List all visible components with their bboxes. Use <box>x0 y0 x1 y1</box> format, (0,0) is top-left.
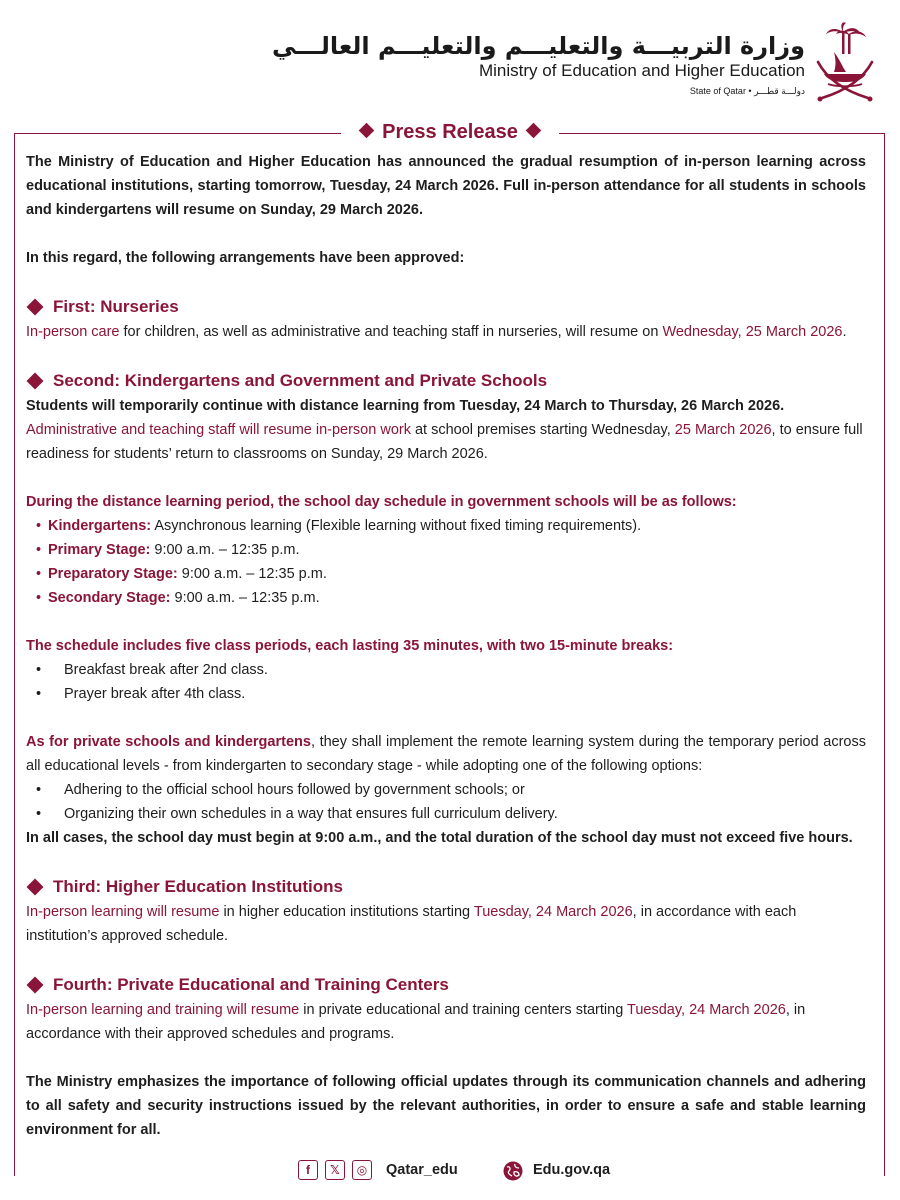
globe-icon <box>502 1160 524 1182</box>
section-heading-text: First: Nurseries <box>53 297 179 316</box>
diamond-bullet-icon <box>27 879 44 896</box>
diamond-icon <box>526 122 542 138</box>
list-item: • Kindergartens: Asynchronous learning (Flexible learning without fixed timing requirements). <box>36 514 866 538</box>
state-label: State of Qatar • دولـــة قطـــر <box>689 86 805 96</box>
section-heading-training-centers <box>26 972 866 998</box>
section-heading-text: Third: Higher Education Institutions <box>53 877 343 896</box>
list-item: • Primary Stage: 9:00 a.m. – 12:35 p.m. <box>36 538 866 562</box>
section-heading-nurseries <box>26 294 866 320</box>
press-release-body <box>26 150 866 1142</box>
nurseries-text: In-person care for children, as well as administrative and teaching staff in nurseries, will resume on Wednesday, 25 March 2026. <box>26 324 847 340</box>
section-heading-text: Second: Kindergartens and Government and Private Schools <box>53 371 548 390</box>
ministry-arabic-title: وزارة التربيـــة والتعليـــم والتعليـــم العالـــي <box>271 32 805 60</box>
periods-heading: The schedule includes five class periods, each lasting 35 minutes, with two 15-minute breaks: <box>26 638 674 654</box>
list-item: • Adhering to the official school hours followed by government schools; or <box>36 778 866 802</box>
list-item: • Prayer break after 4th class. <box>36 682 866 706</box>
list-item: • Secondary Stage: 9:00 a.m. – 12:35 p.m. <box>36 586 866 610</box>
facebook-icon[interactable]: f <box>298 1160 318 1180</box>
social-handle[interactable]: Qatar_edu <box>386 1162 458 1178</box>
title-bar <box>0 118 900 146</box>
diamond-bullet-icon <box>27 373 44 390</box>
staff-return-text: Administrative and teaching staff will resume in-person work at school premises starting Wednesday, 25 March 2026, to ensure full readiness for students’ return to classrooms on Sunday, 29 March 2026. <box>26 422 863 462</box>
arrangements-intro: In this regard, the following arrangements have been approved: <box>26 250 465 266</box>
schedule-heading: During the distance learning period, the school day schedule in government schools will be as follows: <box>26 494 737 510</box>
private-schools-text: As for private schools and kindergartens, they shall implement the remote learning system during the temporary period across all educational levels - from kindergarten to secondary stage - while adopting one of the following options: <box>26 734 866 774</box>
x-twitter-icon[interactable]: 𝕏 <box>325 1160 345 1180</box>
students-distance-text: Students will temporarily continue with distance learning from Tuesday, 24 March to Thursday, 26 March 2026. <box>26 398 785 414</box>
instagram-icon[interactable]: ◎ <box>352 1160 372 1180</box>
options-list <box>26 778 866 826</box>
stage-list <box>26 514 866 610</box>
diamond-icon <box>359 122 375 138</box>
diamond-bullet-icon <box>27 299 44 316</box>
list-item: • Breakfast break after 2nd class. <box>36 658 866 682</box>
section-heading-schools <box>26 368 866 394</box>
page-title: Press Release <box>382 121 518 143</box>
header <box>0 0 900 112</box>
footer <box>0 1160 900 1186</box>
higher-education-text: In-person learning will resume in higher education institutions starting Tuesday, 24 March 2026, in accordance with each institution’s approved schedule. <box>26 904 797 944</box>
list-item: • Preparatory Stage: 9:00 a.m. – 12:35 p.m. <box>36 562 866 586</box>
website-link[interactable]: Edu.gov.qa <box>533 1162 611 1178</box>
all-cases-text: In all cases, the school day must begin at 9:00 a.m., and the total duration of the school day must not exceed five hours. <box>26 830 853 846</box>
breaks-list <box>26 658 866 706</box>
qatar-emblem-icon <box>812 22 878 102</box>
section-heading-text: Fourth: Private Educational and Training Centers <box>53 975 449 994</box>
closing-paragraph: The Ministry emphasizes the importance of following official updates through its communication channels and adhering to all safety and security instructions issued by the relevant authorities, in order to ensure a safe and stable learning environment for all. <box>26 1074 866 1138</box>
training-centers-text: In-person learning and training will resume in private educational and training centers starting Tuesday, 24 March 2026, in accordance with their approved schedules and programs. <box>26 1002 806 1042</box>
ministry-english-title: Ministry of Education and Higher Education <box>478 61 805 80</box>
section-heading-higher-education <box>26 874 866 900</box>
intro-paragraph: The Ministry of Education and Higher Education has announced the gradual resumption of in-person learning across educational institutions, starting tomorrow, Tuesday, 24 March 2026. Full in-person attendance for all students in schools and kindergartens will resume on Sunday, 29 March 2026. <box>26 154 866 218</box>
diamond-bullet-icon <box>27 977 44 994</box>
list-item: • Organizing their own schedules in a way that ensures full curriculum delivery. <box>36 802 866 826</box>
ministry-name-block <box>272 32 805 98</box>
